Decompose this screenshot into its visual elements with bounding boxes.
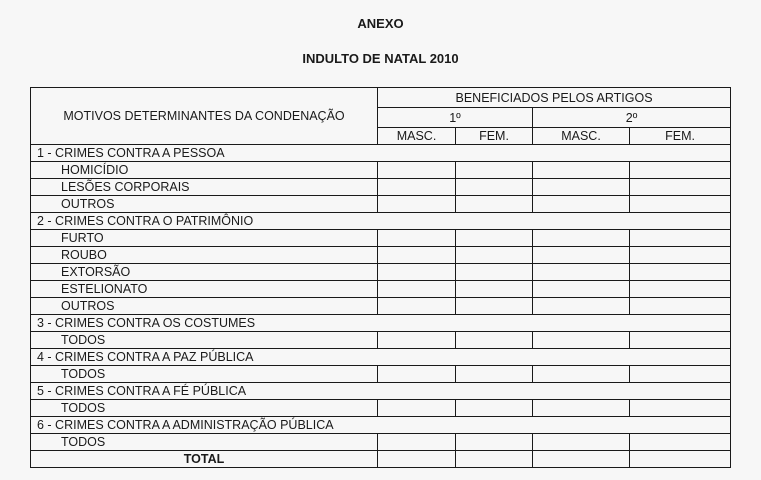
table-row: [31, 332, 731, 349]
table-row: [31, 434, 731, 451]
value-cell: [378, 434, 456, 451]
value-cell: [630, 264, 731, 281]
value-cell: [630, 332, 731, 349]
value-cell: [378, 400, 456, 417]
table-row: [31, 264, 731, 281]
total-row: [31, 451, 731, 468]
row-label: OUTROS: [31, 298, 378, 315]
value-cell: [533, 247, 630, 264]
value-cell: [630, 179, 731, 196]
category-label: 1 - CRIMES CONTRA A PESSOA: [31, 145, 731, 162]
category-label: 3 - CRIMES CONTRA OS COSTUMES: [31, 315, 731, 332]
category-label: 6 - CRIMES CONTRA A ADMINISTRAÇÃO PÚBLICA: [31, 417, 731, 434]
value-cell: [456, 264, 533, 281]
value-cell: [378, 366, 456, 383]
table-row: [31, 281, 731, 298]
value-cell: [533, 298, 630, 315]
value-cell: [378, 196, 456, 213]
value-cell: [456, 366, 533, 383]
value-cell: [456, 247, 533, 264]
col-masc-2: MASC.: [533, 128, 630, 145]
table-row: [31, 366, 731, 383]
row-label: TODOS: [31, 366, 378, 383]
value-cell: [378, 247, 456, 264]
value-cell: [630, 366, 731, 383]
table-row: [31, 400, 731, 417]
row-label: HOMICÍDIO: [31, 162, 378, 179]
value-cell: [630, 230, 731, 247]
value-cell: [378, 179, 456, 196]
row-label: EXTORSÃO: [31, 264, 378, 281]
value-cell: [630, 298, 731, 315]
value-cell: [533, 264, 630, 281]
value-cell: [533, 162, 630, 179]
category-label: 5 - CRIMES CONTRA A FÉ PÚBLICA: [31, 383, 731, 400]
value-cell: [630, 247, 731, 264]
row-label: TODOS: [31, 332, 378, 349]
table-row: [31, 247, 731, 264]
total-cell: [533, 451, 630, 468]
value-cell: [456, 332, 533, 349]
table-row: [31, 230, 731, 247]
category-row: [31, 417, 731, 434]
value-cell: [630, 400, 731, 417]
value-cell: [533, 366, 630, 383]
value-cell: [533, 281, 630, 298]
row-label: TODOS: [31, 400, 378, 417]
total-cell: [456, 451, 533, 468]
value-cell: [630, 196, 731, 213]
row-label: FURTO: [31, 230, 378, 247]
value-cell: [533, 179, 630, 196]
category-row: [31, 213, 731, 230]
row-label: OUTROS: [31, 196, 378, 213]
value-cell: [378, 230, 456, 247]
value-cell: [456, 298, 533, 315]
category-row: [31, 145, 731, 162]
value-cell: [456, 162, 533, 179]
value-cell: [630, 434, 731, 451]
category-label: 2 - CRIMES CONTRA O PATRIMÔNIO: [31, 213, 731, 230]
value-cell: [533, 230, 630, 247]
table-row: [31, 298, 731, 315]
category-row: [31, 315, 731, 332]
category-row: [31, 349, 731, 366]
row-label: TODOS: [31, 434, 378, 451]
value-cell: [378, 332, 456, 349]
value-cell: [378, 298, 456, 315]
value-cell: [456, 281, 533, 298]
row-label: ROUBO: [31, 247, 378, 264]
total-label: TOTAL: [31, 451, 378, 468]
value-cell: [456, 400, 533, 417]
value-cell: [456, 196, 533, 213]
row-label: LESÕES CORPORAIS: [31, 179, 378, 196]
category-label: 4 - CRIMES CONTRA A PAZ PÚBLICA: [31, 349, 731, 366]
col-masc-1: MASC.: [378, 128, 456, 145]
beneficiados-header: BENEFICIADOS PELOS ARTIGOS: [378, 88, 731, 108]
table-row: [31, 162, 731, 179]
value-cell: [630, 281, 731, 298]
col-fem-2: FEM.: [630, 128, 731, 145]
indulto-table: [30, 87, 731, 468]
total-cell: [378, 451, 456, 468]
value-cell: [533, 400, 630, 417]
category-row: [31, 383, 731, 400]
row-label: ESTELIONATO: [31, 281, 378, 298]
value-cell: [378, 281, 456, 298]
motivos-header: MOTIVOS DETERMINANTES DA CONDENAÇÃO: [31, 88, 378, 145]
value-cell: [630, 162, 731, 179]
value-cell: [378, 264, 456, 281]
value-cell: [533, 332, 630, 349]
value-cell: [533, 434, 630, 451]
total-cell: [630, 451, 731, 468]
value-cell: [378, 162, 456, 179]
table-row: [31, 196, 731, 213]
table-row: [31, 179, 731, 196]
col-fem-1: FEM.: [456, 128, 533, 145]
value-cell: [456, 434, 533, 451]
document-title: ANEXO: [357, 16, 404, 31]
value-cell: [456, 230, 533, 247]
value-cell: [533, 196, 630, 213]
value-cell: [456, 179, 533, 196]
article-1-header: 1º: [378, 108, 533, 128]
article-2-header: 2º: [533, 108, 731, 128]
document-subtitle: INDULTO DE NATAL 2010: [302, 51, 459, 66]
